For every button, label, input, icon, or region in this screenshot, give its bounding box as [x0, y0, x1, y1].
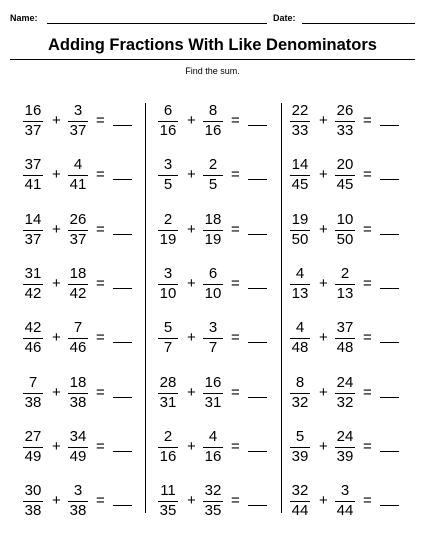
numerator: 2 [208, 156, 218, 174]
plus-sign: + [187, 329, 196, 347]
numerator: 34 [69, 427, 87, 445]
fraction-b [202, 100, 224, 144]
plus-sign: + [319, 112, 328, 129]
name-field[interactable] [47, 23, 267, 24]
plus-sign: + [187, 492, 196, 510]
answer-blank[interactable] [113, 505, 132, 506]
problem-item [22, 317, 152, 361]
denominator: 5 [163, 176, 173, 194]
fraction-b [334, 209, 356, 253]
numerator: 4 [208, 427, 218, 445]
denominator: 38 [69, 502, 87, 520]
page-title: Adding Fractions With Like Denominators [48, 36, 377, 54]
fraction-a [22, 426, 44, 470]
problem-item [22, 372, 152, 416]
numerator: 16 [24, 102, 42, 119]
numerator: 2 [163, 427, 173, 445]
numerator: 3 [340, 482, 350, 500]
problem-item [289, 372, 419, 416]
fraction-a [157, 263, 179, 307]
numerator: 3 [73, 482, 83, 500]
answer-blank[interactable] [113, 125, 132, 126]
denominator: 44 [336, 502, 354, 520]
denominator: 38 [24, 502, 42, 520]
numerator: 3 [208, 319, 218, 337]
denominator: 48 [291, 339, 309, 357]
fraction-b [334, 154, 356, 198]
answer-blank[interactable] [113, 342, 132, 343]
numerator: 3 [163, 264, 173, 282]
fraction-b [67, 100, 89, 144]
answer-blank[interactable] [380, 234, 399, 235]
denominator: 48 [336, 339, 354, 357]
numerator: 8 [208, 102, 218, 119]
fraction-a [157, 480, 179, 524]
denominator: 19 [204, 230, 222, 248]
fraction-b [334, 317, 356, 361]
numerator: 4 [295, 264, 305, 282]
denominator: 10 [159, 284, 177, 302]
fraction-a [289, 263, 311, 307]
fraction-b [67, 317, 89, 361]
plus-sign: + [187, 383, 196, 401]
fraction-b [202, 372, 224, 416]
numerator: 31 [24, 264, 42, 282]
numerator: 5 [295, 427, 305, 445]
denominator: 38 [69, 393, 87, 411]
numerator: 14 [291, 156, 309, 174]
numerator: 18 [69, 373, 87, 391]
denominator: 37 [24, 122, 42, 139]
fraction-a [157, 154, 179, 198]
equals-sign: = [363, 437, 372, 455]
denominator: 38 [24, 393, 42, 411]
fraction-b [67, 263, 89, 307]
numerator: 30 [24, 482, 42, 500]
equals-sign: = [96, 112, 105, 129]
numerator: 26 [69, 210, 87, 228]
denominator: 31 [159, 393, 177, 411]
answer-blank[interactable] [113, 451, 132, 452]
denominator: 49 [24, 447, 42, 465]
answer-blank[interactable] [113, 288, 132, 289]
equals-sign: = [363, 112, 372, 129]
denominator: 10 [204, 284, 222, 302]
fraction-a [289, 480, 311, 524]
plus-sign: + [187, 220, 196, 238]
numerator: 32 [291, 482, 309, 500]
fraction-b [334, 263, 356, 307]
plus-sign: + [187, 112, 196, 129]
problem-item [289, 154, 419, 198]
numerator: 22 [291, 102, 309, 119]
numerator: 2 [340, 264, 350, 282]
denominator: 31 [204, 393, 222, 411]
equals-sign: = [231, 492, 240, 510]
fraction-b [202, 154, 224, 198]
numerator: 24 [336, 427, 354, 445]
equals-sign: = [96, 220, 105, 238]
numerator: 3 [163, 156, 173, 174]
plus-sign: + [319, 383, 328, 401]
fraction-b [67, 372, 89, 416]
problem-item [289, 426, 419, 470]
denominator: 49 [69, 447, 87, 465]
fraction-a [22, 263, 44, 307]
fraction-b [334, 372, 356, 416]
answer-blank[interactable] [248, 451, 267, 452]
denominator: 42 [69, 284, 87, 302]
denominator: 35 [159, 502, 177, 520]
fraction-a [289, 100, 311, 144]
numerator: 14 [24, 210, 42, 228]
denominator: 41 [24, 176, 42, 194]
problem-item [22, 100, 152, 144]
denominator: 32 [336, 393, 354, 411]
denominator: 50 [336, 230, 354, 248]
plus-sign: + [52, 329, 61, 347]
equals-sign: = [231, 437, 240, 455]
fraction-b [67, 426, 89, 470]
denominator: 46 [24, 339, 42, 357]
equals-sign: = [231, 274, 240, 292]
answer-blank[interactable] [380, 125, 399, 126]
fraction-a [289, 372, 311, 416]
date-label: Date: [273, 13, 296, 23]
plus-sign: + [187, 166, 196, 184]
plus-sign: + [319, 220, 328, 238]
denominator: 16 [159, 447, 177, 465]
problem-item [157, 480, 287, 524]
plus-sign: + [52, 437, 61, 455]
fraction-b [202, 426, 224, 470]
plus-sign: + [187, 437, 196, 455]
numerator: 27 [24, 427, 42, 445]
answer-blank[interactable] [248, 179, 267, 180]
problem-item [22, 209, 152, 253]
plus-sign: + [52, 220, 61, 238]
numerator: 8 [295, 373, 305, 391]
answer-blank[interactable] [248, 342, 267, 343]
numerator: 18 [204, 210, 222, 228]
numerator: 7 [28, 373, 38, 391]
denominator: 33 [336, 122, 354, 139]
denominator: 16 [159, 122, 177, 139]
fraction-b [67, 154, 89, 198]
answer-blank[interactable] [248, 397, 267, 398]
numerator: 4 [295, 319, 305, 337]
numerator: 4 [73, 156, 83, 174]
problem-item [157, 426, 287, 470]
numerator: 24 [336, 373, 354, 391]
denominator: 44 [291, 502, 309, 520]
numerator: 28 [159, 373, 177, 391]
denominator: 42 [24, 284, 42, 302]
numerator: 5 [163, 319, 173, 337]
numerator: 18 [69, 264, 87, 282]
answer-blank[interactable] [380, 288, 399, 289]
equals-sign: = [363, 166, 372, 184]
denominator: 37 [69, 230, 87, 248]
denominator: 32 [291, 393, 309, 411]
answer-blank[interactable] [248, 125, 267, 126]
denominator: 41 [69, 176, 87, 194]
numerator: 16 [204, 373, 222, 391]
plus-sign: + [319, 437, 328, 455]
numerator: 32 [204, 482, 222, 500]
answer-blank[interactable] [380, 397, 399, 398]
numerator: 20 [336, 156, 354, 174]
denominator: 46 [69, 339, 87, 357]
answer-blank[interactable] [380, 451, 399, 452]
problem-item [157, 209, 287, 253]
fraction-a [22, 100, 44, 144]
problem-item [22, 154, 152, 198]
equals-sign: = [363, 492, 372, 510]
numerator: 6 [208, 264, 218, 282]
denominator: 13 [336, 284, 354, 302]
denominator: 37 [24, 230, 42, 248]
numerator: 7 [73, 319, 83, 337]
plus-sign: + [52, 166, 61, 184]
column-divider [281, 103, 282, 513]
equals-sign: = [96, 166, 105, 184]
name-label: Name: [10, 13, 38, 23]
fraction-b [202, 209, 224, 253]
plus-sign: + [319, 492, 328, 510]
fraction-a [289, 154, 311, 198]
answer-blank[interactable] [380, 179, 399, 180]
problem-item [289, 263, 419, 307]
equals-sign: = [96, 329, 105, 347]
denominator: 16 [204, 447, 222, 465]
plus-sign: + [52, 492, 61, 510]
equals-sign: = [96, 383, 105, 401]
fraction-a [22, 317, 44, 361]
problem-item [157, 154, 287, 198]
fraction-b [334, 100, 356, 144]
equals-sign: = [96, 437, 105, 455]
fraction-b [202, 480, 224, 524]
instructions: Find the sum. [185, 66, 240, 76]
equals-sign: = [231, 329, 240, 347]
numerator: 6 [163, 102, 173, 119]
plus-sign: + [52, 112, 61, 129]
answer-blank[interactable] [113, 179, 132, 180]
denominator: 7 [208, 339, 218, 357]
worksheet-header [10, 12, 415, 26]
numerator: 19 [291, 210, 309, 228]
fraction-a [22, 154, 44, 198]
equals-sign: = [363, 329, 372, 347]
problem-item [289, 317, 419, 361]
fraction-a [157, 209, 179, 253]
equals-sign: = [231, 166, 240, 184]
fraction-a [289, 317, 311, 361]
denominator: 45 [336, 176, 354, 194]
equals-sign: = [96, 492, 105, 510]
denominator: 35 [204, 502, 222, 520]
fraction-a [22, 480, 44, 524]
answer-blank[interactable] [113, 234, 132, 235]
equals-sign: = [231, 220, 240, 238]
fraction-a [22, 372, 44, 416]
numerator: 42 [24, 319, 42, 337]
equals-sign: = [363, 220, 372, 238]
equals-sign: = [231, 383, 240, 401]
plus-sign: + [52, 274, 61, 292]
denominator: 19 [159, 230, 177, 248]
fraction-b [334, 426, 356, 470]
date-field[interactable] [302, 23, 415, 24]
problem-item [22, 480, 152, 524]
numerator: 3 [73, 102, 83, 119]
equals-sign: = [363, 274, 372, 292]
answer-blank[interactable] [248, 234, 267, 235]
denominator: 13 [291, 284, 309, 302]
denominator: 39 [336, 447, 354, 465]
denominator: 7 [163, 339, 173, 357]
numerator: 26 [336, 102, 354, 119]
problem-item [157, 100, 287, 144]
problem-item [157, 317, 287, 361]
fraction-a [157, 100, 179, 144]
plus-sign: + [52, 383, 61, 401]
fraction-a [157, 317, 179, 361]
fraction-a [289, 209, 311, 253]
fraction-a [289, 426, 311, 470]
answer-blank[interactable] [248, 288, 267, 289]
column-divider [145, 103, 146, 513]
problem-item [289, 100, 419, 144]
denominator: 39 [291, 447, 309, 465]
problem-item [157, 372, 287, 416]
denominator: 37 [69, 122, 87, 139]
denominator: 16 [204, 122, 222, 139]
fraction-a [157, 426, 179, 470]
plus-sign: + [187, 274, 196, 292]
fraction-b [67, 480, 89, 524]
answer-blank[interactable] [113, 397, 132, 398]
equals-sign: = [96, 274, 105, 292]
fraction-b [67, 209, 89, 253]
answer-blank[interactable] [248, 505, 267, 506]
fraction-b [202, 317, 224, 361]
numerator: 11 [160, 482, 176, 500]
numerator: 37 [336, 319, 354, 337]
answer-blank[interactable] [380, 505, 399, 506]
fraction-b [202, 263, 224, 307]
fraction-a [22, 209, 44, 253]
denominator: 33 [291, 122, 309, 139]
numerator: 10 [336, 210, 354, 228]
fraction-b [334, 480, 356, 524]
problem-item [289, 209, 419, 253]
answer-blank[interactable] [380, 342, 399, 343]
plus-sign: + [319, 166, 328, 184]
title-divider [10, 59, 415, 60]
denominator: 45 [291, 176, 309, 194]
equals-sign: = [363, 383, 372, 401]
fraction-a [157, 372, 179, 416]
problem-item [22, 263, 152, 307]
numerator: 37 [24, 156, 42, 174]
plus-sign: + [319, 329, 328, 347]
problem-item [289, 480, 419, 524]
denominator: 50 [291, 230, 309, 248]
equals-sign: = [231, 112, 240, 129]
denominator: 5 [208, 176, 218, 194]
plus-sign: + [319, 274, 328, 292]
numerator: 2 [163, 210, 173, 228]
problem-item [157, 263, 287, 307]
problem-item [22, 426, 152, 470]
